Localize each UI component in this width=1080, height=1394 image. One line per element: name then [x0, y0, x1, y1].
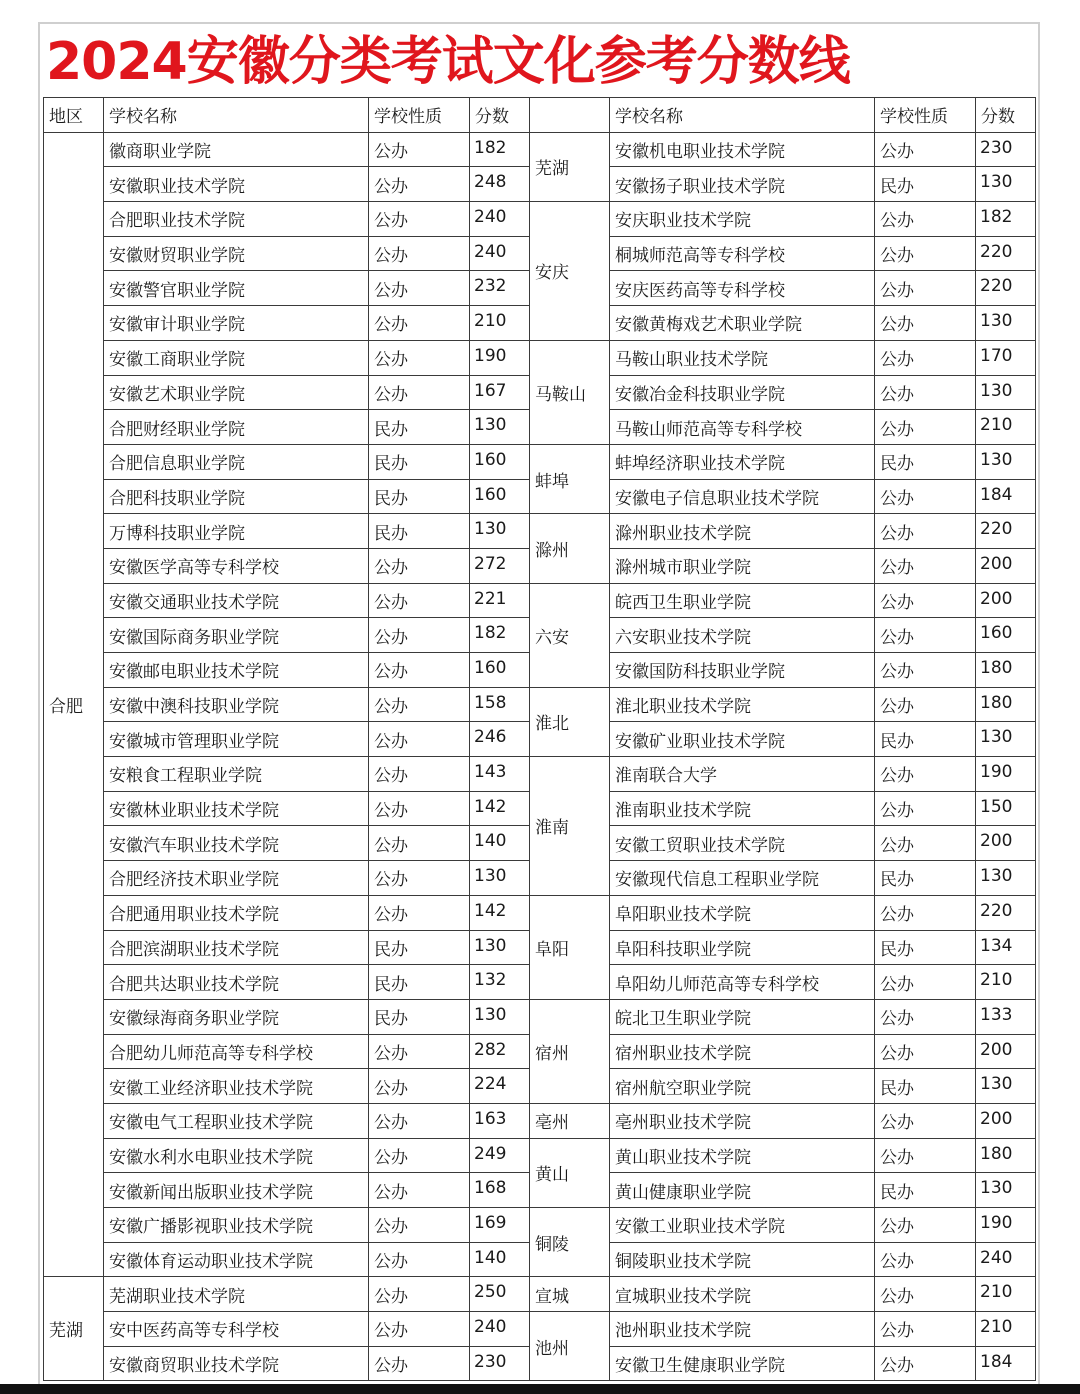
school-name-cell: 安徽警官职业学院 [104, 271, 369, 306]
school-name-cell: 安徽城市管理职业学院 [104, 722, 369, 757]
table-row [44, 1103, 1036, 1138]
school-type-cell: 公办 [875, 653, 976, 688]
school-name-cell: 合肥财经职业学院 [104, 410, 369, 445]
score-cell: 130 [976, 167, 1036, 202]
school-name-cell: 安庆职业技术学院 [610, 202, 875, 237]
header-row [44, 98, 1036, 133]
table-row [44, 514, 1036, 549]
region-cell: 淮北 [530, 687, 610, 756]
school-name-cell: 安徽艺术职业学院 [104, 375, 369, 410]
school-type-cell: 公办 [369, 271, 470, 306]
school-type-cell: 公办 [369, 1208, 470, 1243]
school-name-cell: 安徽汽车职业技术学院 [104, 826, 369, 861]
school-type-cell: 公办 [875, 583, 976, 618]
region-cell: 合肥 [44, 132, 104, 1277]
school-type-cell: 公办 [369, 1346, 470, 1381]
table-row [44, 1312, 1036, 1347]
school-type-cell: 公办 [875, 271, 976, 306]
score-cell: 249 [470, 1138, 530, 1173]
region-cell: 芜湖 [44, 1277, 104, 1381]
score-cell: 240 [470, 236, 530, 271]
school-type-cell: 公办 [875, 202, 976, 237]
school-type-cell: 公办 [875, 375, 976, 410]
school-type-cell: 公办 [369, 583, 470, 618]
school-name-cell: 亳州职业技术学院 [610, 1103, 875, 1138]
school-name-cell: 黄山职业技术学院 [610, 1138, 875, 1173]
school-type-cell: 公办 [875, 236, 976, 271]
score-cell: 230 [976, 132, 1036, 167]
school-name-cell: 黄山健康职业学院 [610, 1173, 875, 1208]
school-name-cell: 安徽绿海商务职业学院 [104, 999, 369, 1034]
school-name-cell: 安徽冶金科技职业学院 [610, 375, 875, 410]
school-type-cell: 民办 [875, 1069, 976, 1104]
school-name-cell: 安徽矿业职业技术学院 [610, 722, 875, 757]
school-name-cell: 安粮食工程职业学院 [104, 757, 369, 792]
score-cell: 130 [976, 306, 1036, 341]
school-type-cell: 公办 [369, 236, 470, 271]
region-cell: 淮南 [530, 757, 610, 896]
school-type-cell: 民办 [369, 930, 470, 965]
school-type-cell: 公办 [369, 1173, 470, 1208]
school-type-cell: 公办 [875, 132, 976, 167]
region-cell: 黄山 [530, 1138, 610, 1207]
score-cell: 130 [976, 1173, 1036, 1208]
school-type-cell: 公办 [369, 791, 470, 826]
school-type-cell: 公办 [875, 1138, 976, 1173]
table-row [44, 444, 1036, 479]
school-name-cell: 滁州职业技术学院 [610, 514, 875, 549]
school-name-cell: 万博科技职业学院 [104, 514, 369, 549]
school-name-cell: 安徽商贸职业技术学院 [104, 1346, 369, 1381]
score-cell: 182 [976, 202, 1036, 237]
school-type-cell: 公办 [369, 826, 470, 861]
score-cell: 184 [976, 479, 1036, 514]
header-school-name: 学校名称 [104, 98, 369, 133]
region-cell: 蚌埠 [530, 444, 610, 513]
score-cell: 130 [976, 861, 1036, 896]
table-body [44, 132, 1036, 1381]
frame-top-border [38, 22, 1040, 24]
score-cell: 167 [470, 375, 530, 410]
score-cell: 224 [470, 1069, 530, 1104]
region-cell: 宣城 [530, 1277, 610, 1312]
score-cell: 142 [470, 791, 530, 826]
school-type-cell: 公办 [875, 1242, 976, 1277]
score-cell: 160 [470, 479, 530, 514]
score-cell: 190 [470, 340, 530, 375]
score-cell: 143 [470, 757, 530, 792]
score-cell: 230 [470, 1346, 530, 1381]
school-name-cell: 安徽审计职业学院 [104, 306, 369, 341]
school-type-cell: 公办 [369, 1312, 470, 1347]
school-type-cell: 民办 [875, 930, 976, 965]
school-name-cell: 宣城职业技术学院 [610, 1277, 875, 1312]
table-row [44, 583, 1036, 618]
school-name-cell: 合肥信息职业学院 [104, 444, 369, 479]
school-name-cell: 安徽财贸职业学院 [104, 236, 369, 271]
frame-left-border [38, 22, 40, 1384]
school-type-cell: 公办 [369, 340, 470, 375]
school-type-cell: 公办 [369, 306, 470, 341]
school-type-cell: 公办 [875, 1346, 976, 1381]
score-cell: 240 [470, 202, 530, 237]
score-cell: 130 [976, 375, 1036, 410]
school-type-cell: 公办 [369, 202, 470, 237]
school-name-cell: 安徽现代信息工程职业学院 [610, 861, 875, 896]
school-type-cell: 公办 [875, 687, 976, 722]
school-name-cell: 池州职业技术学院 [610, 1312, 875, 1347]
school-type-cell: 公办 [369, 548, 470, 583]
school-name-cell: 合肥职业技术学院 [104, 202, 369, 237]
header-region-right [530, 98, 610, 133]
school-name-cell: 宿州职业技术学院 [610, 1034, 875, 1069]
school-name-cell: 铜陵职业技术学院 [610, 1242, 875, 1277]
school-type-cell: 公办 [875, 757, 976, 792]
score-cell: 210 [470, 306, 530, 341]
school-name-cell: 合肥幼儿师范高等专科学校 [104, 1034, 369, 1069]
score-cell: 210 [976, 965, 1036, 1000]
school-name-cell: 安徽扬子职业技术学院 [610, 167, 875, 202]
score-cell: 200 [976, 1103, 1036, 1138]
school-type-cell: 民办 [369, 514, 470, 549]
school-name-cell: 安徽卫生健康职业学院 [610, 1346, 875, 1381]
school-type-cell: 公办 [875, 1103, 976, 1138]
region-cell: 马鞍山 [530, 340, 610, 444]
school-name-cell: 安徽水利水电职业技术学院 [104, 1138, 369, 1173]
school-name-cell: 蚌埠经济职业技术学院 [610, 444, 875, 479]
school-name-cell: 皖北卫生职业学院 [610, 999, 875, 1034]
school-name-cell: 安徽中澳科技职业学院 [104, 687, 369, 722]
school-type-cell: 公办 [875, 826, 976, 861]
school-type-cell: 公办 [875, 479, 976, 514]
school-type-cell: 公办 [875, 895, 976, 930]
score-cell: 250 [470, 1277, 530, 1312]
school-type-cell: 公办 [875, 618, 976, 653]
school-name-cell: 安徽体育运动职业技术学院 [104, 1242, 369, 1277]
school-type-cell: 公办 [369, 861, 470, 896]
score-cell: 180 [976, 1138, 1036, 1173]
school-name-cell: 淮南联合大学 [610, 757, 875, 792]
school-type-cell: 民办 [369, 479, 470, 514]
school-type-cell: 公办 [369, 653, 470, 688]
score-cell: 130 [976, 1069, 1036, 1104]
score-cell: 232 [470, 271, 530, 306]
table-row [44, 1277, 1036, 1312]
score-cell: 200 [976, 1034, 1036, 1069]
school-name-cell: 马鞍山师范高等专科学校 [610, 410, 875, 445]
school-name-cell: 安徽工贸职业技术学院 [610, 826, 875, 861]
school-name-cell: 合肥滨湖职业技术学院 [104, 930, 369, 965]
score-cell: 130 [976, 444, 1036, 479]
school-name-cell: 安徽广播影视职业技术学院 [104, 1208, 369, 1243]
score-cell: 130 [470, 410, 530, 445]
school-type-cell: 公办 [369, 618, 470, 653]
score-cell: 220 [976, 271, 1036, 306]
score-cell: 160 [470, 444, 530, 479]
school-type-cell: 民办 [369, 999, 470, 1034]
school-name-cell: 安徽国防科技职业学院 [610, 653, 875, 688]
score-cell: 272 [470, 548, 530, 583]
score-cell: 169 [470, 1208, 530, 1243]
score-cell: 132 [470, 965, 530, 1000]
school-type-cell: 公办 [875, 306, 976, 341]
school-name-cell: 安徽工商职业学院 [104, 340, 369, 375]
school-type-cell: 公办 [875, 1208, 976, 1243]
header-school-name-right: 学校名称 [610, 98, 875, 133]
school-type-cell: 公办 [875, 340, 976, 375]
score-cell: 160 [976, 618, 1036, 653]
header-score-right: 分数 [976, 98, 1036, 133]
table-row [44, 1138, 1036, 1173]
school-name-cell: 安徽林业职业技术学院 [104, 791, 369, 826]
score-cell: 142 [470, 895, 530, 930]
school-type-cell: 民办 [875, 444, 976, 479]
school-type-cell: 公办 [875, 1312, 976, 1347]
score-cell: 220 [976, 236, 1036, 271]
score-cell: 184 [976, 1346, 1036, 1381]
school-name-cell: 滁州城市职业学院 [610, 548, 875, 583]
school-type-cell: 公办 [369, 167, 470, 202]
school-name-cell: 安徽机电职业技术学院 [610, 132, 875, 167]
region-cell: 安庆 [530, 202, 610, 341]
header-region: 地区 [44, 98, 104, 133]
table-row [44, 202, 1036, 237]
score-cell: 134 [976, 930, 1036, 965]
table-row [44, 757, 1036, 792]
school-name-cell: 阜阳职业技术学院 [610, 895, 875, 930]
school-type-cell: 民办 [875, 861, 976, 896]
school-type-cell: 民办 [369, 965, 470, 1000]
score-cell: 160 [470, 653, 530, 688]
school-name-cell: 淮北职业技术学院 [610, 687, 875, 722]
school-type-cell: 公办 [875, 791, 976, 826]
school-type-cell: 公办 [875, 410, 976, 445]
school-type-cell: 公办 [369, 1277, 470, 1312]
score-cell: 133 [976, 999, 1036, 1034]
school-type-cell: 公办 [369, 132, 470, 167]
school-name-cell: 安徽工业职业技术学院 [610, 1208, 875, 1243]
school-name-cell: 芜湖职业技术学院 [104, 1277, 369, 1312]
score-cell: 150 [976, 791, 1036, 826]
school-type-cell: 公办 [369, 1242, 470, 1277]
region-cell: 亳州 [530, 1103, 610, 1138]
school-name-cell: 安徽黄梅戏艺术职业学院 [610, 306, 875, 341]
table-row [44, 687, 1036, 722]
school-type-cell: 公办 [369, 375, 470, 410]
score-cell: 130 [470, 861, 530, 896]
school-name-cell: 安徽电子信息职业技术学院 [610, 479, 875, 514]
school-name-cell: 阜阳科技职业学院 [610, 930, 875, 965]
table-row [44, 1208, 1036, 1243]
school-name-cell: 安徽交通职业技术学院 [104, 583, 369, 618]
score-cell: 158 [470, 687, 530, 722]
score-cell: 130 [470, 514, 530, 549]
school-type-cell: 公办 [369, 1034, 470, 1069]
score-cell: 210 [976, 1277, 1036, 1312]
school-name-cell: 安徽国际商务职业学院 [104, 618, 369, 653]
school-name-cell: 六安职业技术学院 [610, 618, 875, 653]
score-cell: 130 [976, 722, 1036, 757]
score-cell: 140 [470, 1242, 530, 1277]
score-cell: 282 [470, 1034, 530, 1069]
school-name-cell: 合肥通用职业技术学院 [104, 895, 369, 930]
score-cell: 210 [976, 1312, 1036, 1347]
score-table [43, 97, 1036, 1381]
school-name-cell: 淮南职业技术学院 [610, 791, 875, 826]
score-cell: 220 [976, 895, 1036, 930]
region-cell: 滁州 [530, 514, 610, 583]
school-type-cell: 公办 [369, 1069, 470, 1104]
school-type-cell: 民办 [875, 722, 976, 757]
score-cell: 182 [470, 618, 530, 653]
school-type-cell: 公办 [875, 1277, 976, 1312]
header-score: 分数 [470, 98, 530, 133]
score-cell: 246 [470, 722, 530, 757]
score-cell: 190 [976, 1208, 1036, 1243]
score-cell: 180 [976, 653, 1036, 688]
school-type-cell: 公办 [369, 687, 470, 722]
score-cell: 140 [470, 826, 530, 861]
score-cell: 163 [470, 1103, 530, 1138]
school-name-cell: 马鞍山职业技术学院 [610, 340, 875, 375]
school-name-cell: 徽商职业学院 [104, 132, 369, 167]
school-type-cell: 公办 [875, 514, 976, 549]
score-cell: 240 [976, 1242, 1036, 1277]
school-name-cell: 安庆医药高等专科学校 [610, 271, 875, 306]
score-cell: 190 [976, 757, 1036, 792]
school-type-cell: 民办 [369, 444, 470, 479]
school-name-cell: 安徽职业技术学院 [104, 167, 369, 202]
score-cell: 182 [470, 132, 530, 167]
score-cell: 130 [470, 999, 530, 1034]
table-row [44, 895, 1036, 930]
school-name-cell: 合肥科技职业学院 [104, 479, 369, 514]
region-cell: 铜陵 [530, 1208, 610, 1277]
frame-right-border [1038, 22, 1040, 1384]
school-type-cell: 公办 [369, 757, 470, 792]
school-type-cell: 民办 [875, 1173, 976, 1208]
region-cell: 池州 [530, 1312, 610, 1381]
school-name-cell: 安中医药高等专科学校 [104, 1312, 369, 1347]
score-cell: 200 [976, 583, 1036, 618]
table-row [44, 340, 1036, 375]
school-type-cell: 公办 [369, 895, 470, 930]
table-row [44, 132, 1036, 167]
page-title: 2024安徽分类考试文化参考分数线 [46, 32, 850, 92]
score-cell: 130 [470, 930, 530, 965]
score-cell: 220 [976, 514, 1036, 549]
school-name-cell: 合肥经济技术职业学院 [104, 861, 369, 896]
score-cell: 180 [976, 687, 1036, 722]
school-type-cell: 民办 [875, 167, 976, 202]
region-cell: 芜湖 [530, 132, 610, 201]
region-cell: 宿州 [530, 999, 610, 1103]
score-cell: 168 [470, 1173, 530, 1208]
score-cell: 200 [976, 548, 1036, 583]
region-cell: 六安 [530, 583, 610, 687]
region-cell: 阜阳 [530, 895, 610, 999]
school-type-cell: 公办 [369, 722, 470, 757]
bottom-edge-bar [0, 1384, 1080, 1394]
school-type-cell: 公办 [875, 965, 976, 1000]
school-type-cell: 民办 [369, 410, 470, 445]
school-type-cell: 公办 [369, 1103, 470, 1138]
school-type-cell: 公办 [369, 1138, 470, 1173]
school-name-cell: 安徽工业经济职业技术学院 [104, 1069, 369, 1104]
score-cell: 240 [470, 1312, 530, 1347]
school-name-cell: 合肥共达职业技术学院 [104, 965, 369, 1000]
school-type-cell: 公办 [875, 999, 976, 1034]
header-school-type: 学校性质 [369, 98, 470, 133]
school-name-cell: 安徽电气工程职业技术学院 [104, 1103, 369, 1138]
school-name-cell: 皖西卫生职业学院 [610, 583, 875, 618]
score-cell: 170 [976, 340, 1036, 375]
school-name-cell: 安徽邮电职业技术学院 [104, 653, 369, 688]
score-cell: 221 [470, 583, 530, 618]
score-cell: 200 [976, 826, 1036, 861]
header-school-type-right: 学校性质 [875, 98, 976, 133]
score-cell: 248 [470, 167, 530, 202]
school-name-cell: 桐城师范高等专科学校 [610, 236, 875, 271]
school-name-cell: 阜阳幼儿师范高等专科学校 [610, 965, 875, 1000]
school-name-cell: 安徽新闻出版职业技术学院 [104, 1173, 369, 1208]
school-type-cell: 公办 [875, 548, 976, 583]
score-cell: 210 [976, 410, 1036, 445]
table-row [44, 999, 1036, 1034]
school-type-cell: 公办 [875, 1034, 976, 1069]
school-name-cell: 安徽医学高等专科学校 [104, 548, 369, 583]
school-name-cell: 宿州航空职业学院 [610, 1069, 875, 1104]
